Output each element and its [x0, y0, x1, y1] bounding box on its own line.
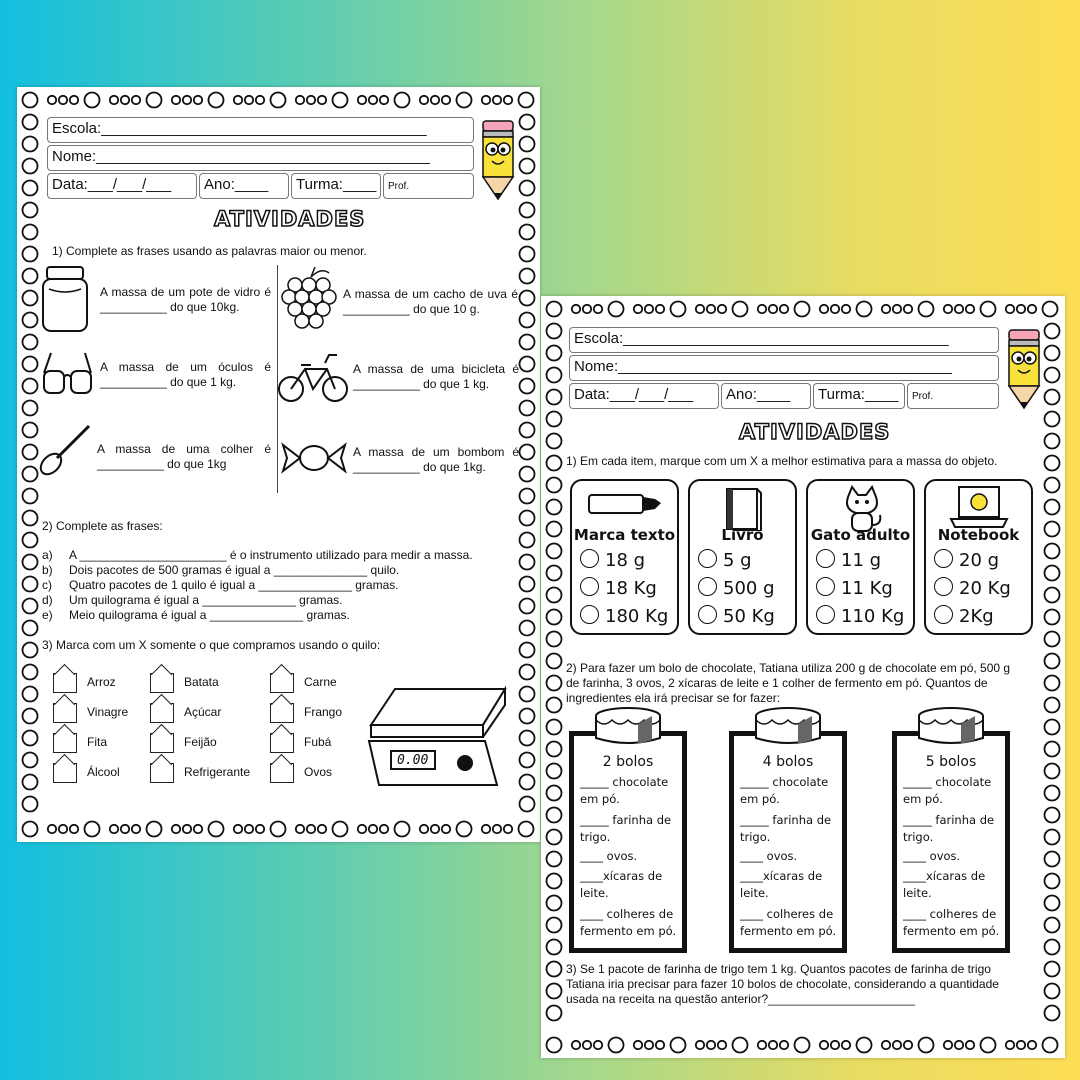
checkbox[interactable] [270, 733, 294, 753]
recipe-line: ____ colheres de fermento em pó. [903, 907, 1000, 938]
checkbox[interactable] [150, 733, 174, 753]
recipe-card [569, 731, 687, 953]
q1-item-bicycle: A massa de uma bicicleta é __________ do que 1 kg. [353, 362, 519, 391]
q2-item-letter: e) [42, 608, 53, 622]
checkbox[interactable] [270, 763, 294, 783]
year-field[interactable]: Ano:____ [199, 173, 289, 199]
recipe-line: _____ farinha de trigo. [580, 813, 672, 844]
question-1-prompt: 1) Complete as frases usando as palavras maior ou menor. [52, 244, 367, 258]
recipe-line: _____ chocolate em pó. [903, 775, 992, 806]
question-3-prompt: 3) Se 1 pacote de farinha de trigo tem 1 kg. Quantos pacotes de farinha de trigo Tatiana iria precisar para fazer 10 bolos de chocolate, considerando a quantidade usada na receita na questão anterior?______________________ [566, 962, 999, 1006]
radio-circle-icon[interactable] [816, 549, 835, 568]
option-label: 11 Kg [841, 578, 893, 599]
pencil-mascot-icon [475, 117, 521, 203]
recipe-line: _____ farinha de trigo. [903, 813, 995, 844]
q2-item-letter: b) [42, 563, 53, 577]
worksheet-page-1 [17, 87, 540, 842]
checkbox-label: Feijão [184, 735, 217, 749]
checkbox-label: Vinagre [87, 705, 129, 719]
column-divider [277, 265, 278, 493]
bicycle-icon [277, 343, 351, 407]
page-title: ATIVIDADES [739, 420, 891, 444]
estimate-option[interactable] [698, 549, 752, 571]
recipe-card [892, 731, 1010, 953]
checkbox[interactable] [150, 673, 174, 693]
estimate-option[interactable] [816, 549, 881, 571]
question-2-prompt: 2) Complete as frases: [42, 519, 163, 533]
radio-circle-icon[interactable] [698, 605, 717, 624]
checkbox-label: Álcool [87, 765, 120, 779]
option-label: 18 Kg [605, 578, 657, 599]
q1-item-glasses: A massa de um óculos é __________ do que 1 kg. [100, 360, 271, 389]
question-2-prompt: 2) Para fazer um bolo de chocolate, Tatiana utiliza 200 g de chocolate em pó, 500 g de farinha, 3 ovos, 2 xícaras de leite e 1 colher de fermento em pó. Quantos de ingredientes ela irá precisar se for fazer: [566, 661, 1011, 705]
estimate-option[interactable] [698, 577, 775, 599]
option-label: 5 g [723, 550, 752, 571]
q2-item-letter: c) [42, 578, 52, 592]
option-label: 20 Kg [959, 578, 1011, 599]
pencil-mascot-icon [1001, 326, 1047, 412]
name-field[interactable]: Nome:________________________________________ [569, 355, 999, 381]
checkbox[interactable] [270, 703, 294, 723]
checkbox-label: Batata [184, 675, 219, 689]
option-label: 110 Kg [841, 606, 905, 627]
checkbox-label: Ovos [304, 765, 333, 779]
option-label: 20 g [959, 550, 1000, 571]
estimate-option[interactable] [934, 549, 999, 571]
q2-item-text: Quatro pacotes de 1 quilo é igual a ______________ gramas. [69, 578, 399, 592]
recipe-line: ____ ovos. [903, 849, 961, 863]
card-title: Marca texto [573, 526, 676, 544]
recipe-line: ____xícaras de leite. [580, 869, 663, 900]
radio-circle-icon[interactable] [816, 605, 835, 624]
school-field[interactable]: Escola:_______________________________________ [47, 117, 474, 143]
recipe-card [729, 731, 847, 953]
card-title: Livro [721, 526, 764, 544]
option-label: 18 g [605, 550, 646, 571]
q1-item-grapes: A massa de um cacho de uva é __________ do que 10 g. [343, 287, 518, 316]
checkbox[interactable] [150, 703, 174, 723]
option-label: 2Kg [959, 606, 994, 627]
checkbox-label: Arroz [87, 675, 116, 689]
estimate-option[interactable] [580, 577, 657, 599]
radio-circle-icon[interactable] [698, 549, 717, 568]
glasses-icon [41, 349, 95, 401]
estimate-card [570, 479, 679, 635]
checkbox[interactable] [53, 703, 77, 723]
date-field[interactable]: Data:___/___/___ [569, 383, 719, 409]
radio-circle-icon[interactable] [580, 549, 599, 568]
recipe-line: ____ colheres de fermento em pó. [580, 907, 677, 938]
q2-item-text: Dois pacotes de 500 gramas é igual a ______________ quilo. [69, 563, 400, 577]
checkbox-label: Refrigerante [184, 765, 251, 779]
estimate-option[interactable] [934, 577, 1011, 599]
checkbox-label: Açúcar [184, 705, 222, 719]
school-field[interactable]: Escola:_______________________________________ [569, 327, 999, 353]
recipe-title: 2 bolos [602, 754, 654, 770]
q1-item-jar: A massa de um pote de vidro é __________ do que 10kg. [100, 285, 271, 314]
date-field[interactable]: Data:___/___/___ [47, 173, 197, 199]
radio-circle-icon[interactable] [934, 577, 953, 596]
estimate-option[interactable] [816, 605, 904, 627]
checkbox-label: Fita [87, 735, 108, 749]
radio-circle-icon[interactable] [934, 549, 953, 568]
checkbox-label: Frango [304, 705, 343, 719]
checkbox[interactable] [53, 733, 77, 753]
q2-item-text: Um quilograma é igual a ______________ gramas. [69, 593, 343, 607]
option-label: 180 Kg [605, 606, 669, 627]
kitchen-scale-icon [365, 685, 513, 795]
checkbox[interactable] [53, 763, 77, 783]
name-field[interactable]: Nome:________________________________________ [47, 145, 474, 171]
checkbox[interactable] [150, 763, 174, 783]
recipe-line: ____xícaras de leite. [740, 869, 823, 900]
highlighter-icon [572, 485, 677, 524]
radio-circle-icon[interactable] [580, 605, 599, 624]
checkbox-label: Fubá [304, 735, 332, 749]
q2-item-text: A ______________________ é o instrumento utilizado para medir a massa. [69, 548, 473, 562]
recipe-title: 4 bolos [762, 754, 814, 770]
card-title: Notebook [937, 526, 1020, 544]
spoon-icon [39, 422, 95, 476]
option-label: 11 g [841, 550, 882, 571]
class-field[interactable]: Turma:____ [813, 383, 905, 409]
cake-icon [752, 704, 824, 753]
checkbox-label: Carne [304, 675, 337, 689]
cake-icon [592, 704, 664, 753]
estimate-card [806, 479, 915, 635]
radio-circle-icon[interactable] [580, 577, 599, 596]
candy-icon [279, 441, 349, 475]
worksheet-page-2 [541, 296, 1065, 1058]
recipe-line: _____ farinha de trigo. [740, 813, 832, 844]
page-title: ATIVIDADES [214, 207, 366, 231]
scale-display: 0.00 [397, 753, 429, 768]
cake-icon [915, 704, 987, 753]
radio-circle-icon[interactable] [934, 605, 953, 624]
estimate-option[interactable] [816, 577, 893, 599]
estimate-card [924, 479, 1033, 635]
radio-circle-icon[interactable] [816, 577, 835, 596]
jar-icon [41, 263, 91, 335]
recipe-line: ____ ovos. [580, 849, 638, 863]
estimate-card [688, 479, 797, 635]
estimate-option[interactable] [580, 605, 668, 627]
radio-circle-icon[interactable] [698, 577, 717, 596]
year-field[interactable]: Ano:____ [721, 383, 811, 409]
option-label: 50 Kg [723, 606, 775, 627]
teacher-field[interactable]: Prof. [907, 383, 999, 409]
estimate-option[interactable] [580, 549, 645, 571]
recipe-line: _____ chocolate em pó. [740, 775, 829, 806]
recipe-line: ____xícaras de leite. [903, 869, 986, 900]
q2-item-letter: a) [42, 548, 53, 562]
question-3-prompt: 3) Marca com um X somente o que compramos usando o quilo: [42, 638, 381, 652]
class-field[interactable]: Turma:____ [291, 173, 381, 199]
recipe-title: 5 bolos [925, 754, 977, 770]
estimate-option[interactable] [698, 605, 775, 627]
grapes-icon [281, 265, 341, 331]
option-label: 500 g [723, 578, 775, 599]
checkbox[interactable] [270, 673, 294, 693]
question-1-prompt: 1) Em cada item, marque com um X a melhor estimativa para a massa do objeto. [566, 454, 998, 468]
q2-item-letter: d) [42, 593, 53, 607]
checkbox[interactable] [53, 673, 77, 693]
recipe-line: ____ colheres de fermento em pó. [740, 907, 837, 938]
recipe-line: _____ chocolate em pó. [580, 775, 669, 806]
estimate-option[interactable] [934, 605, 994, 627]
q2-item-text: Meio quilograma é igual a ______________ gramas. [69, 608, 350, 622]
recipe-line: ____ ovos. [740, 849, 798, 863]
q1-item-candy: A massa de um bombom é __________ do que 1kg. [353, 445, 519, 474]
q1-item-spoon: A massa de uma colher é __________ do que 1kg [97, 442, 271, 471]
teacher-field[interactable]: Prof. [383, 173, 474, 199]
card-title: Gato adulto [810, 526, 911, 544]
